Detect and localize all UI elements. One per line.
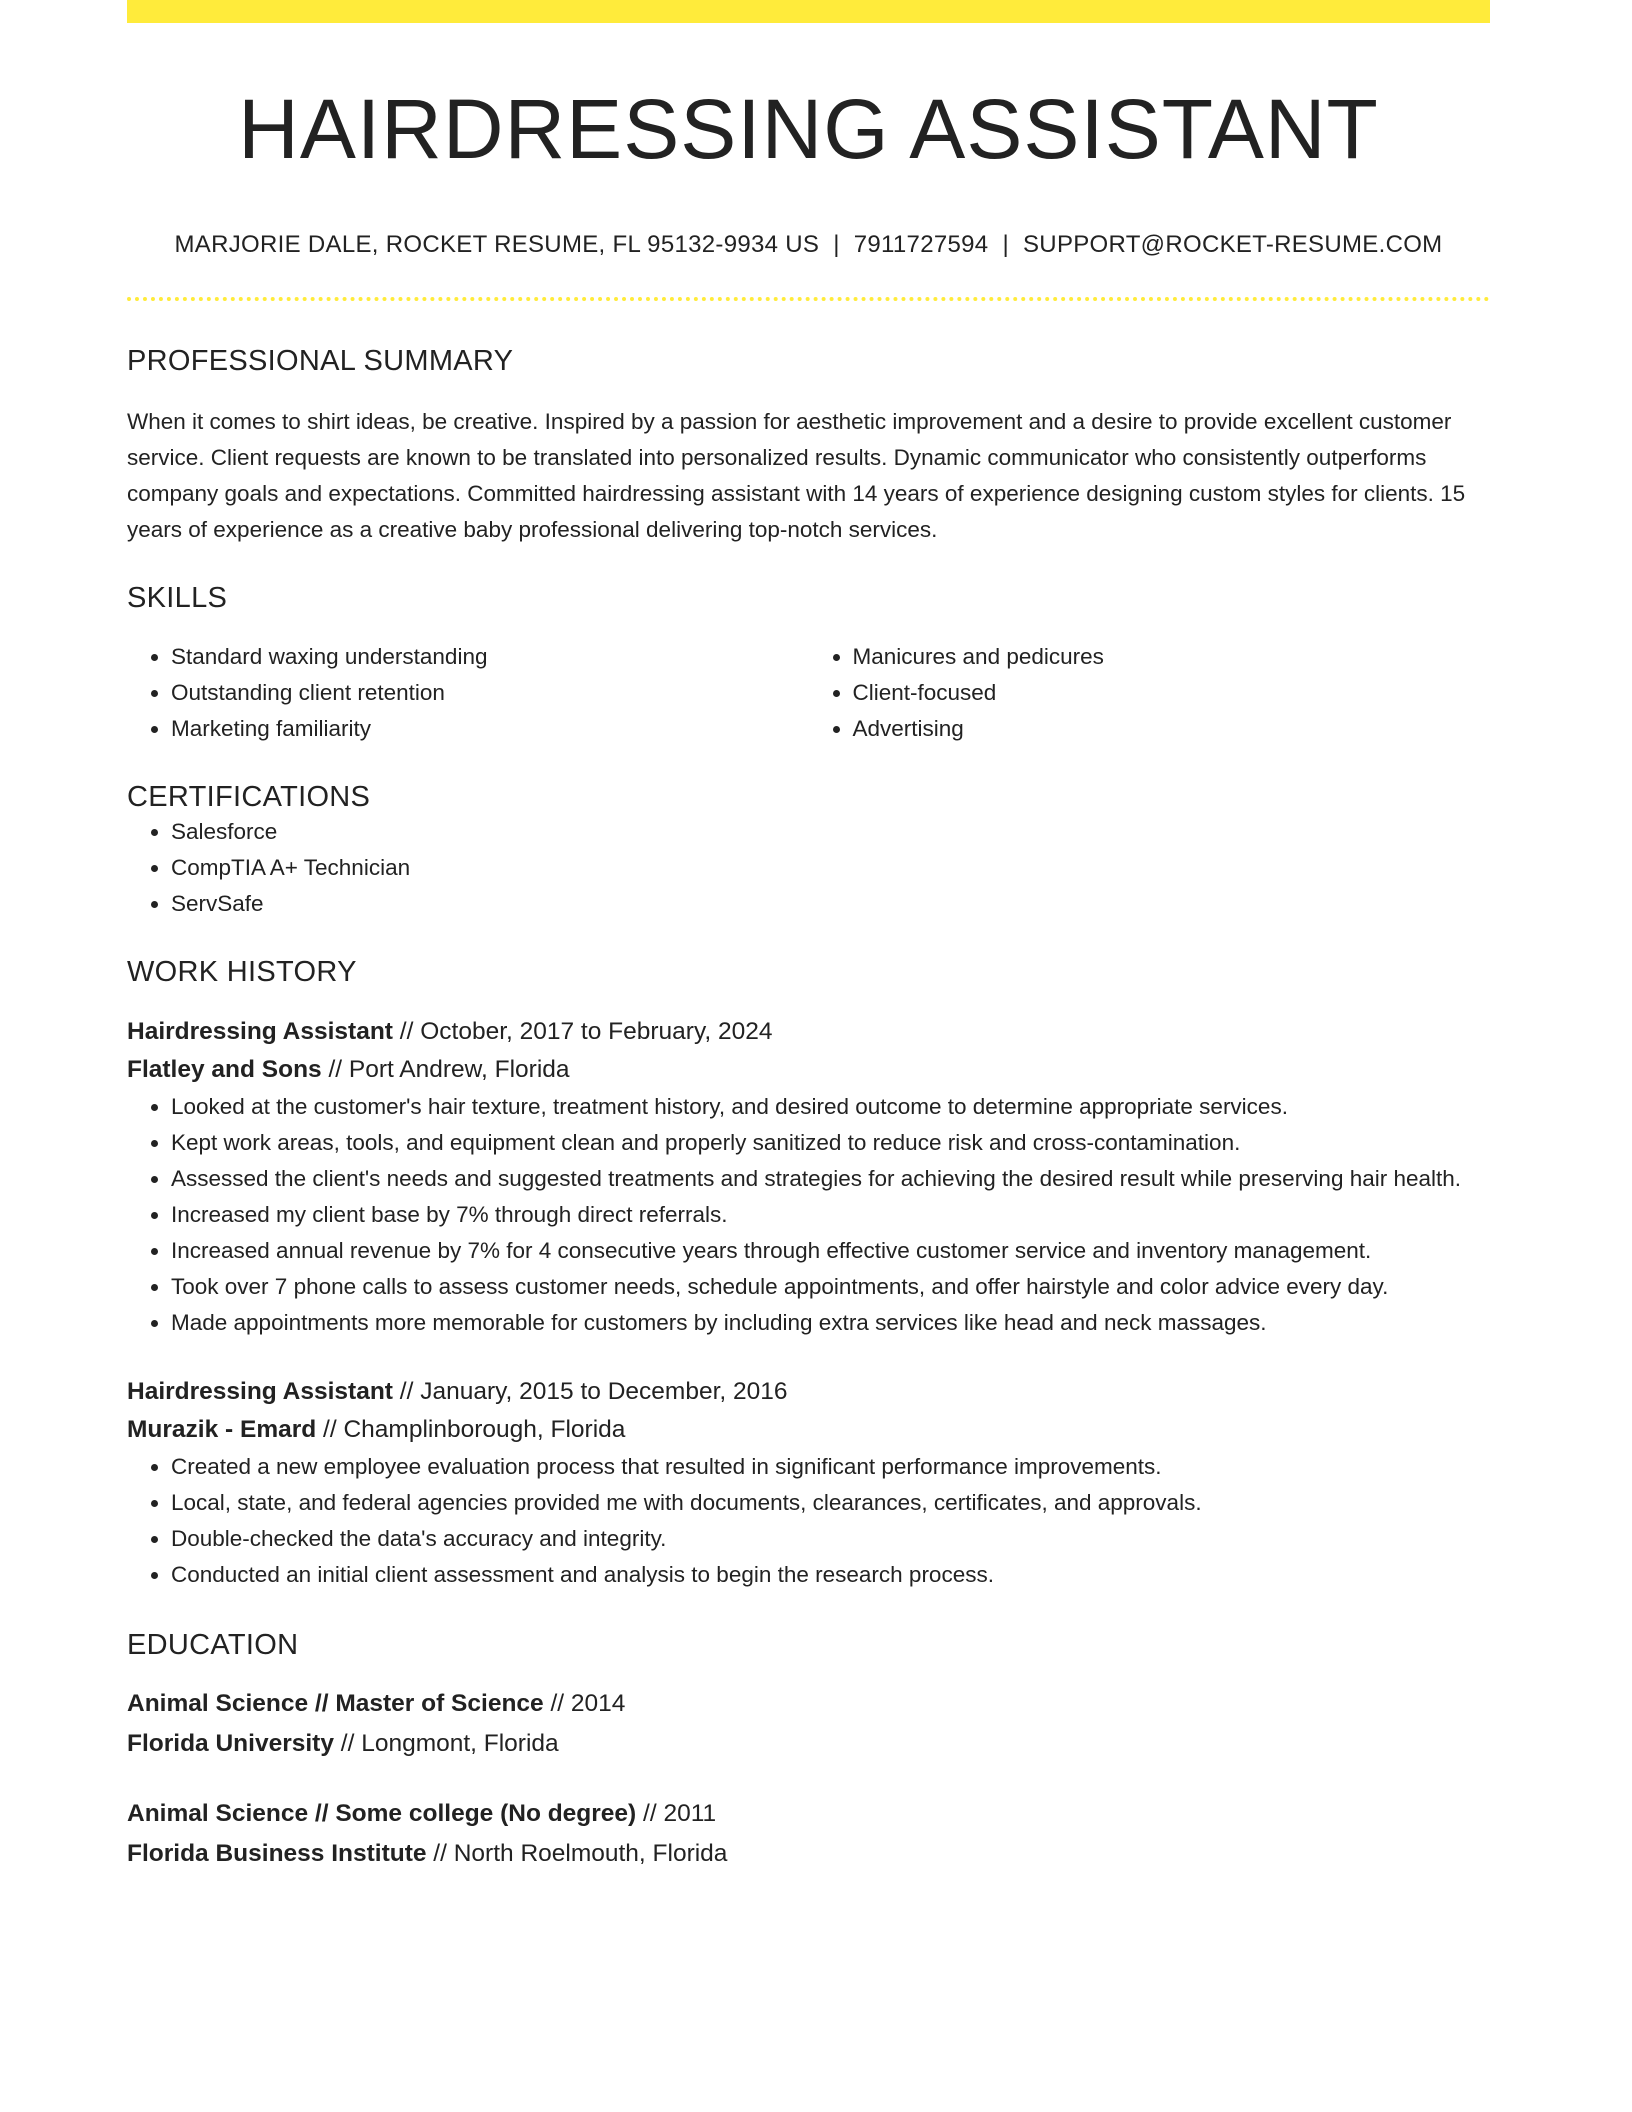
education-location: North Roelmouth, Florida <box>453 1840 728 1868</box>
summary-text: When it comes to shirt ideas, be creative. Inspired by a passion for aesthetic improvement and a desire to provide excellent customer service. Client requests are known to be translated into personalized results. Dynamic communicator who consistently outperforms company goals and expectations. Committed hairdressing assistant with 14 years of experience designing custom styles for clients. 15 years of experience as a creative baby professional delivering top-notch services. <box>127 409 1466 543</box>
education-location: Longmont, Florida <box>361 1730 559 1758</box>
job-company: Murazik - Emard <box>127 1416 317 1444</box>
job-bullet: • Took over 7 phone calls to assess customer needs, schedule appointments, and offer hairstyle and color advice every day. <box>171 1269 1490 1305</box>
skills-list <box>127 639 1490 747</box>
job-bullet: • Looked at the customer's hair texture, treatment history, and desired outcome to determine appropriate services. <box>171 1089 1490 1125</box>
education-school-line <box>127 1724 1490 1764</box>
job-dates: October, 2017 to February, 2024 <box>420 1018 773 1046</box>
education-school: Florida Business Institute <box>127 1840 427 1868</box>
education-separator: // <box>333 1730 362 1758</box>
job-role: Hairdressing Assistant <box>127 1378 393 1406</box>
education-degree-line <box>127 1794 1490 1834</box>
contact-separator: | <box>833 231 840 259</box>
education-entry <box>127 1794 1490 1874</box>
contact-phone: 7911727594 <box>853 231 989 259</box>
education-year: 2011 <box>663 1800 717 1828</box>
skill-item: • Manicures and pedicures <box>853 639 1491 675</box>
job-bullets <box>127 1089 1490 1341</box>
job-entry <box>127 1013 1490 1341</box>
education-separator: // <box>636 1800 664 1828</box>
job-role-line <box>127 1013 1490 1051</box>
job-bullet: • Made appointments more memorable for customers by including extra services like head and neck massages. <box>171 1305 1490 1341</box>
skills-column-right <box>809 639 1491 747</box>
skills-column-left <box>127 639 809 747</box>
education-school: Florida University <box>127 1730 334 1758</box>
education-degree: Animal Science // Some college (No degree) <box>127 1800 637 1828</box>
job-location: Champlinborough, Florida <box>343 1416 626 1444</box>
education-separator: // <box>543 1690 571 1718</box>
skill-item: • Advertising <box>853 711 1491 747</box>
skills-heading: SKILLS <box>127 582 228 615</box>
job-separator: // <box>392 1018 421 1046</box>
job-role: Hairdressing Assistant <box>127 1018 393 1046</box>
job-header <box>127 1373 1490 1449</box>
job-bullet: • Double-checked the data's accuracy and integrity. <box>171 1521 1490 1557</box>
job-bullets <box>127 1449 1490 1593</box>
job-bullet: • Assessed the client's needs and suggested treatments and strategies for achieving the desired result while preserving hair health. <box>171 1161 1490 1197</box>
job-dates: January, 2015 to December, 2016 <box>420 1378 788 1406</box>
resume-page <box>127 0 1490 1874</box>
job-company-line <box>127 1411 1490 1449</box>
job-bullet: • Increased annual revenue by 7% for 4 consecutive years through effective customer service and inventory management. <box>171 1233 1490 1269</box>
header-divider <box>127 297 1490 301</box>
education-school-line <box>127 1834 1490 1874</box>
certification-item: • ServSafe <box>171 886 1490 922</box>
page-title: HAIRDRESSING ASSISTANT <box>238 82 1379 176</box>
skill-item: • Client-focused <box>853 675 1491 711</box>
job-bullet: • Local, state, and federal agencies provided me with documents, clearances, certificates, and approvals. <box>171 1485 1490 1521</box>
job-role-line <box>127 1373 1490 1411</box>
skill-item: • Marketing familiarity <box>171 711 809 747</box>
certifications-list <box>127 814 1490 922</box>
summary-heading: PROFESSIONAL SUMMARY <box>127 345 514 378</box>
contact-email: SUPPORT@ROCKET-RESUME.COM <box>1023 231 1443 259</box>
education-degree-line <box>127 1684 1490 1724</box>
education-entry <box>127 1684 1490 1764</box>
certification-item: • Salesforce <box>171 814 1490 850</box>
job-company: Flatley and Sons <box>127 1056 322 1084</box>
job-bullet: • Increased my client base by 7% through direct referrals. <box>171 1197 1490 1233</box>
contact-line <box>127 231 1490 259</box>
work-history-heading: WORK HISTORY <box>127 956 357 989</box>
education-heading: EDUCATION <box>127 1629 299 1662</box>
job-location: Port Andrew, Florida <box>348 1056 570 1084</box>
certification-item: • CompTIA A+ Technician <box>171 850 1490 886</box>
job-bullet: • Created a new employee evaluation process that resulted in significant performance improvements. <box>171 1449 1490 1485</box>
job-bullet: • Kept work areas, tools, and equipment clean and properly sanitized to reduce risk and cross-contamination. <box>171 1125 1490 1161</box>
contact-address: MARJORIE DALE, ROCKET RESUME, FL 95132-9934 US <box>174 231 820 259</box>
job-entry <box>127 1373 1490 1593</box>
job-separator: // <box>392 1378 421 1406</box>
education-separator: // <box>426 1840 454 1868</box>
job-bullet: • Conducted an initial client assessment and analysis to begin the research process. <box>171 1557 1490 1593</box>
contact-separator: | <box>1002 231 1009 259</box>
job-separator: // <box>321 1056 349 1084</box>
job-header <box>127 1013 1490 1089</box>
education-degree: Animal Science // Master of Science <box>127 1690 544 1718</box>
job-company-line <box>127 1051 1490 1089</box>
top-accent-bar <box>127 0 1490 23</box>
job-separator: // <box>316 1416 344 1444</box>
skill-item: • Outstanding client retention <box>171 675 809 711</box>
certifications-heading: CERTIFICATIONS <box>127 781 371 814</box>
skill-item: • Standard waxing understanding <box>171 639 809 675</box>
education-year: 2014 <box>570 1690 626 1718</box>
